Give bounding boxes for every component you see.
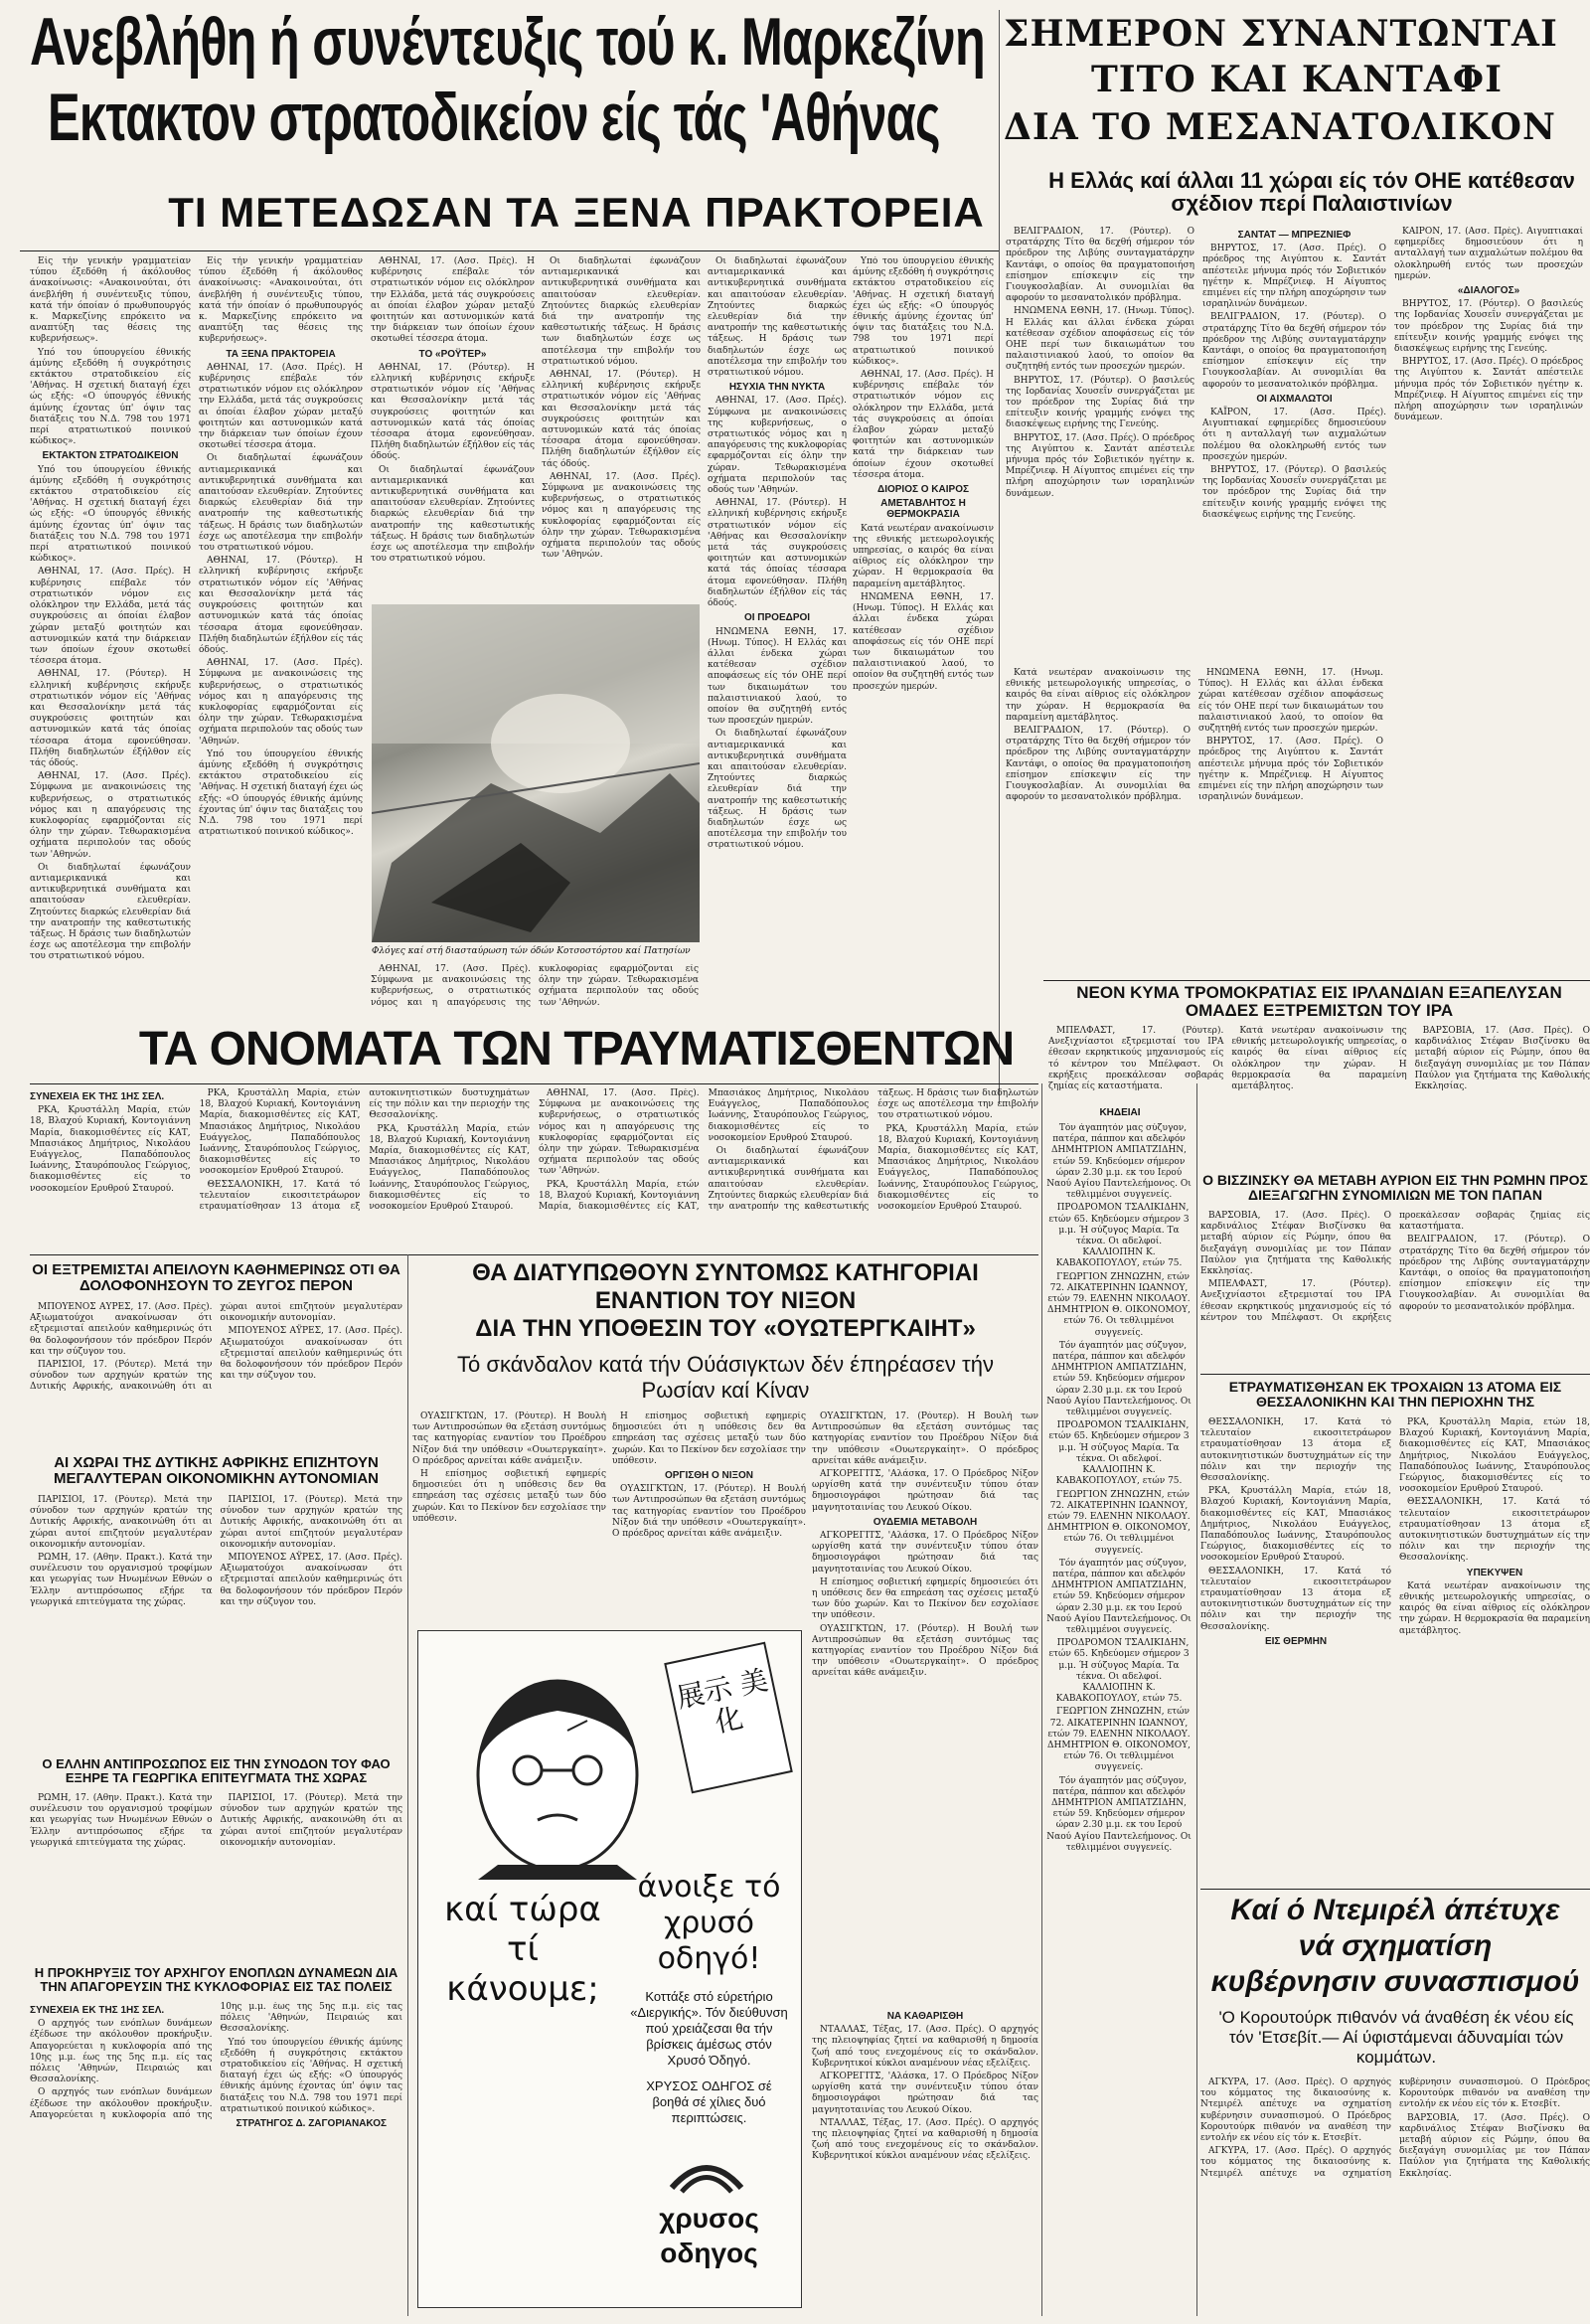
court-paragraph-5: Οι διαδηλωταί έφωνάζουν αντιαμερικανικά και αντικυβερνητικά συνθήματα και απαιτούσαν ελευθερίαν. Ζητούντες διαρκώς ελευθερίαν διά την ανατροπήν της καθεστωτικής τάξεως. Η δράσις των διαδηλωτών έσχε ως αποτέλεσμα την επιβολήν του στρατιωτικού νόμου. <box>30 862 191 962</box>
weather-story-3: ΗΝΩΜΕΝΑ ΕΘΝΗ, 17. (Ηνωμ. Τύπος). Η Ελλάς και άλλαι ένδεκα χώραι κατέθεσαν σχέδιον αποφάσεως είς τόν ΟΗΕ περί των δικαιωμάτων του παλαιστινιακού λαού, το οποίον θα συζητηθή εντός των προσεχών ημερών. <box>1198 668 1383 735</box>
press-paragraph-2: ΑΘΗΝΑΙ, 17. (Ασσ. Πρές). Η κυβέρνησις επέβαλε τόν στρατιωτικόν νόμον εις ολόκληρον την Ελλάδα, μετά τάς συγκρούσεις αι όποίαι έλαβον χώραν μεταξύ φοιτητών και αστυνομικών κατά την διάρκειαν των όποίων έχουν σκοτωθεί τέσσερα άτομα. <box>199 362 363 451</box>
funeral-notice-8: ΠΡΟΔΡΟΜΟΝ ΤΣΑΛΙΚΙΔΗΝ, ετών 65. Κηδεύομεν σήμερον 3 μ.μ. Ή σύζυγος Μαρία. Τα τέκνα. Οι αδελφοί. ΚΑΛΛΙΟΠΗΝ Κ. ΚΑΒΑΚΟΠΟΥΛΟΥ, ετών 75. <box>1048 1638 1190 1705</box>
nixon-paragraph-4: ΟΥΑΣΙΓΚΤΩΝ, 17. (Ρόυτερ). Η Βουλή των Αντιπροσώπων θα εξετάση συντόμως τας κατηγορίας εναντίον του Προέδρου Νίξον διά την υπόθεσιν «Ουωτεργκαίητ». Ο πρόεδρος αρνείται κάθε ανάμειξιν. <box>612 1484 806 1540</box>
accidents-column <box>1200 1417 1590 1885</box>
ad-logo-line-2: οδηγος <box>660 2238 758 2268</box>
extremists-paragraph-2: ΠΑΡΙΣΙΟΙ, 17. (Ρόυτερ). Μετά την σύνοδον των αρχηγών κρατών της Δυτικής Αφρικής, ανακοινώθη ότι αι χώραι αυτοί επιζητούν μεγαλυτέραν οικονομικήν αυτονομίαν. <box>30 1302 402 1393</box>
golden-guide-logo-icon <box>667 2148 746 2198</box>
demirel-headline-2: νά σχηματίση <box>1298 1929 1493 1962</box>
tito-paragraph: ΒΕΛΙΓΡΑΔΙΟΝ, 17. (Ρόυτερ). Ο στρατάρχης Τίτο θα δεχθή σήμερον τόν πρόεδρον της Λιβύης συνταγματάρχην Καντάφι, ο οποίος θα πραγματοποιήση επίσημον επίσκεψιν είς την Γιουγκοσλαβίαν. Αι συνομιλίαι θα αφορούν το μεσανατολικόν πρόβλημα. <box>1006 227 1194 304</box>
lead-column-3 <box>371 256 535 599</box>
traffic-paragraph-2: Ο αρχηγός των ενόπλων δυνάμεων έξέδωσε την ακόλουθον προκήρυξιν. Απαγορεύεται η κυκλοφορία από της 10ης μ.μ. έως της 5ης π.μ. είς τας πόλεις 'Αθηνών, Πειραιώς και Θεσσαλονίκης. <box>30 2002 402 2120</box>
reuter-lead: ΑΘΗΝΑΙ, 17. (Ασσ. Πρές). Η κυβέρνησις επέβαλε τόν στρατιωτικόν νόμον εις ολόκληρον την Ελλάδα, μετά τάς συγκρούσεις αι όποίαι έλαβον χώραν μεταξύ φοιτητών και αστυνομικών κατά την διάρκειαν των όποίων έχουν σκοτωθεί τέσσερα άτομα. <box>371 256 535 345</box>
africa-paragraph-3: ΠΑΡΙΣΙΟΙ, 17. (Ρόυτερ). Μετά την σύνοδον των αρχηγών κρατών της Δυτικής Αφρικής, ανακοινώθη ότι αι χώραι αυτοί επιζητούν μεγαλυτέραν οικονομικήν αυτονομίαν. <box>220 1495 402 1550</box>
ad-answer-3: οδηγό! <box>657 1941 761 1976</box>
fao-paragraph-2: ΠΑΡΙΣΙΟΙ, 17. (Ρόυτερ). Μετά την σύνοδον των αρχηγών κρατών της Δυτικής Αφρικής, ανακοινώθη ότι αι χώραι αυτοί επιζητούν μεγαλυτέραν οικονομικήν αυτονομίαν. <box>220 1793 402 1848</box>
dialogue-lead: ΚΑΪΡΟΝ, 17. (Ασσ. Πρές). Αιγυπτιακαί εφημερίδες δημοσιεύουν ότι η ανταλλαγή των αιχμαλώτων πολέμου θα ολοκληρωθή εντός των προσεχών ημερών. <box>1394 227 1583 281</box>
ad-sign-glyphs: 展示 美化 <box>673 1663 771 1740</box>
court-paragraph-2: ΑΘΗΝΑΙ, 17. (Ασσ. Πρές). Η κυβέρνησις επέβαλε τόν στρατιωτικόν νόμον εις ολόκληρον την Ελλάδα, μετά τάς συγκρούσεις αι όποίαι έλαβον χώραν μεταξύ φοιτητών και αστυνομικών κατά την διάρκειαν των όποίων έχουν σκοτωθεί τέσσερα άτομα. <box>30 567 191 667</box>
demirel-headline-3: κυβέρνησιν συνασπισμού <box>1210 1965 1580 1998</box>
vatican-paragraph-3: ΒΕΛΙΓΡΑΔΙΟΝ, 17. (Ρόυτερ). Ο στρατάρχης Τίτο θα δεχθή σήμερον τόν πρόεδρον της Λιβύης συνταγματάρχην Καντάφι, ο οποίος θα πραγματοποιήση επίσημον επίσκεψιν είς την Γιουγκοσλαβίαν. Αι συνομιλίαι θα αφορούν το μεσανατολικόν πρόβλημα. <box>1399 1235 1590 1312</box>
fao-paragraph: ΡΩΜΗ, 17. (Αθην. Πρακτ.). Κατά την συνέλευσιν του οργανισμού τροφίμων και γεωργίας των Ηνωμένων Εθνών ο Έλλην αντιπρόσωπος εξήρε τα γεωργικά επιτεύγματα της χώρας. <box>30 1793 213 1848</box>
lower-left-divider <box>407 1254 408 2316</box>
tito-column-3 <box>1394 227 1583 664</box>
fao-column <box>30 1793 402 1962</box>
press-subhead: ΤΑ ΞΕΝΑ ΠΡΑΚΤΟΡΕΙΑ <box>226 348 336 360</box>
security-paragraph: Οι διαδηλωταί έφωνάζουν αντιαμερικανικά και αντικυβερνητικά συνθήματα και απαιτούσαν ελευθερίαν. Ζητούντες διαρκώς ελευθερίαν διά την ανατροπήν της καθεστωτικής τάξεως. Η δράσις των διαδηλωτών έσχε ως αποτέλεσμα την επιβολήν του στρατιωτικού νόμου. <box>708 256 847 379</box>
news-photo <box>372 604 700 942</box>
ad-question-1: καί τώρα <box>444 1890 601 1929</box>
press-paragraph-6: Υπό του ύπουργείου έθνικής άμύνης εξεδόθη ή συγκρότησις εκτάκτου στρατοδικείου είς 'Αθήνας. Η σχετική διαταγή έχει ώς εξής: «Ο ύπουργός έθνικής άμύνης έχοντας ύπ' όψιν τας διατάξεις του Ν.Δ. 798 του 1971 περί ατρατιωτικού ποινικού κώδικος». <box>199 748 363 838</box>
ad-logo-line-1: χρυσος <box>659 2203 759 2234</box>
press-paragraph-4: ΑΘΗΝΑΙ, 17. (Ρόυτερ). Η ελληνική κυβέρνησις εκήρυξε στρατιωτικόν νόμον είς 'Αθήνας και Θεσσαλονίκην μετά τάς συγκρούσεις φοιτητών και αστυνομικών κατά τάς όποίας τέσσαρα άτομα εφονεύθησαν. Πλήθη διαδηλωτών έξήλθον είς τάς όδούς. <box>199 556 363 655</box>
names-list: ΡΚΑ, Κρυστάλλη Μαρία, ετών 18, Βλαχού Κυριακή, Κοντογιάννη Μαρία, διακομισθέντες είς ΚΑΤ, Μπασιάκος Δημήτριος, Νικολάου Ευάγγελος, Παπαδόπουλος Ιωάννης, Σταυρόπουλος Γεώργιος, διακομισθέντες είς το νοσοκομείον Ερυθρού Σταυρού. <box>30 1105 191 1194</box>
names-list-6: ΡΚΑ, Κρυστάλλη Μαρία, ετών 18, Βλαχού Κυριακή, Κοντογιάννη Μαρία, διακομισθέντες είς ΚΑΤ, Μπασιάκος Δημήτριος, Νικολάου Ευάγγελος, Παπαδόπουλος Ιωάννης, Σταυρόπουλος Γεώργιος, διακομισθέντες είς το νοσοκομείον Ερυθρού Σταυρού. <box>538 1088 870 1213</box>
caption-story: ΑΘΗΝΑΙ, 17. (Ασσ. Πρές). Σύμφωνα με ανακοινώσεις της κυβερνήσεως, ο στρατιωτικός νόμος και η απαγόρευσις της κυκλοφορίας εφαρμόζονται είς όλην την χώραν. Τεθωρακισμένα οχήματα περιπολούν τας οδούς των 'Αθηνών. <box>371 964 699 1008</box>
names-list-7: Οι διαδηλωταί έφωνάζουν αντιαμερικανικά και αντικυβερνητικά συνθήματα και απαιτούσαν ελευθερίαν. Ζητούντες διαρκώς ελευθερίαν διά την ανατροπήν της καθεστωτικής τάξεως. Η δράσις των διαδηλωτών έσχε ως αποτέλεσμα την επιβολήν του στρατιωτικού νόμου. <box>708 1088 1038 1213</box>
prisoners-subhead: ΟΙ ΑΙΧΜΑΛΩΤΟΙ <box>1256 393 1333 405</box>
funerals-title: ΚΗΔΕΙΑΙ <box>1099 1107 1141 1118</box>
nixon-subheadline: Τό σκάνδαλον κατά τήν Ούάσιγκτων δέν έπηρέασεν τήν Ρωσίαν καί Κίναν <box>457 1352 994 1403</box>
weather-paragraph: Κατά νεωτέραν ανακοίνωσιν της εθνικής μετεωρολογικής υπηρεσίας, ο καιρός θα είναι αίθριος είς ολόκληρον την χώραν. Η θερμοκρασία θα παραμείνη αμετάβλητος. <box>853 523 994 589</box>
weather-subhead-a: ΔΙΟΡΙΟΣ Ο ΚΑΙΡΟΣ <box>877 484 969 496</box>
accidents-headline: ΕΤΡΑΥΜΑΤΙΣΘΗΣΑΝ ΕΚ ΤΡΟΧΑΙΩΝ 13 ΑΤΟΜΑ ΕΙΣ ΘΕΣΣΑΛΟΝΙΚΗΝ ΚΑΙ ΤΗΝ ΠΕΡΙΟΧΗΝ ΤΗΣ <box>1228 1379 1562 1410</box>
court-paragraph-3: ΑΘΗΝΑΙ, 17. (Ρόυτερ). Η ελληνική κυβέρνησις εκήρυξε στρατιωτικόν νόμον είς 'Αθήνας και Θεσσαλονίκην μετά τάς συγκρούσεις φοιτητών και αστυνομικών κατά τάς όποίας τέσσαρα άτομα εφονεύθησαν. Πλήθη διαδηλωτών έξήλθον είς τάς όδούς. <box>30 669 191 768</box>
nixon-order-subhead: ΟΡΓΙΣΘΗ Ο ΝΙΞΟΝ <box>664 1470 753 1482</box>
weather-story: Κατά νεωτέραν ανακοίνωσιν της εθνικής μετεωρολογικής υπηρεσίας, ο καιρός θα είναι αίθριος είς ολόκληρον την χώραν. Η θερμοκρασία θα παραμείνη αμετάβλητος. <box>1006 668 1191 723</box>
traffic-headline: Η ΠΡΟΚΗΡΥΞΙΣ ΤΟΥ ΑΡΧΗΓΟΥ ΕΝΟΠΛΩΝ ΔΥΝΑΜΕΩΝ ΔΙΑ ΤΗΝ ΑΠΑΓΟΡΕΥΣΙΝ ΤΗΣ ΚΥΚΛΟΦΟΡΙΑΣ ΕΙΣ ΤΑΣ ΠΟΛΕΙΣ <box>34 1965 398 1994</box>
presidents-paragraph-2: Οι διαδηλωταί έφωνάζουν αντιαμερικανικά και αντικυβερνητικά συνθήματα και απαιτούσαν ελευθερίαν. Ζητούντες διαρκώς ελευθερίαν διά την ανατροπήν της καθεστωτικής τάξεως. Η δράσις των διαδηλωτών έσχε ως αποτέλεσμα την επιβολήν του στρατιωτικού νόμου. <box>708 729 847 851</box>
funeral-notice-9: ΓΕΩΡΓΙΟΝ ΖΗΝΩΖΗΝ, ετών 72. ΑΙΚΑΤΕΡΙΝΗΝ ΙΩΑΝΝΟΥ, ετών 79. ΕΛΕΝΗΝ ΝΙΚΟΛΑΟΥ. ΔΗΜΗΤΡΙΟΝ Θ. ΟΙΚΟΝΟΜΟΥ, ετών 76. Οι τεθλιμμένοι συγγενείς. <box>1047 1707 1191 1773</box>
cartoon-man-illustration <box>438 1651 687 1880</box>
main-headline-3: ΤΙ ΜΕΤΕΔΩΣΑΝ ΤΑ ΞΕΝΑ ΠΡΑΚΤΟΡΕΙΑ <box>168 189 985 236</box>
nixon-headline-3: ΔΙΑ ΤΗΝ ΥΠΟΘΕΣΙΝ ΤΟΥ «ΟΥΩΤΕΡΓΚΑΙΗΤ» <box>475 1315 976 1342</box>
lead-column-5 <box>708 256 847 1012</box>
top-rule <box>20 250 999 251</box>
nixon-paragraph-5: ΟΥΑΣΙΓΚΤΩΝ, 17. (Ρόυτερ). Η Βουλή των Αντιπροσώπων θα εξετάση συντόμως τας κατηγορίας εναντίον του Προέδρου Νίξον διά την υπόθεσιν «Ουωτεργκαίητ». Ο πρόεδρος αρνείται κάθε ανάμειξιν. <box>812 1411 1038 1466</box>
fao-headline: Ο ΕΛΛΗΝ ΑΝΤΙΠΡΟΣΩΠΟΣ ΕΙΣ ΤΗΝ ΣΥΝΟΔΟΝ ΤΟΥ ΦΑΟ ΕΞΗΡΕ ΤΑ ΓΕΩΡΓΙΚΑ ΕΠΙΤΕΥΓΜΑΤΑ ΤΗΣ ΧΩΡΑΣ <box>42 1756 391 1785</box>
names-list-8: ΡΚΑ, Κρυστάλλη Μαρία, ετών 18, Βλαχού Κυριακή, Κοντογιάννη Μαρία, διακομισθέντες είς ΚΑΤ, Μπασιάκος Δημήτριος, Νικολάου Ευάγγελος, Παπαδόπουλος Ιωάννης, Σταυρόπουλος Γεώργιος, διακομισθέντες είς το νοσοκομείον Ερυθρού Σταυρού. <box>877 1123 1038 1213</box>
tito-column-1 <box>1006 227 1194 664</box>
tito-paragraph-3: ΒΗΡΥΤΟΣ, 17. (Ρόυτερ). Ο βασιλεύς της Ιορδανίας Χουσεΐν συνεργάζεται με τον πρόεδρον της Συρίας διά την επίτευξιν κοινής γραμμής ενόψει της διασκέψεως ειρήνης της Γενεύης. <box>1006 375 1194 430</box>
extremists-headline: ΟΙ ΕΞΤΡΕΜΙΣΤΑΙ ΑΠΕΙΛΟΥΝ ΚΑΘΗΜΕΡΙΝΩΣ ΟΤΙ ΘΑ ΔΟΛΟΦΟΝΗΣΟΥΝ ΤΟ ΖΕΥΓΟΣ ΠΕΡΟΝ <box>32 1261 400 1294</box>
lead-column-7 <box>371 964 699 1014</box>
weather-subhead-b: ΑΜΕΤΑΒΛΗΤΟΣ Η ΘΕΡΜΟΚΡΑΣΙΑ <box>880 498 966 521</box>
nixon-column-4 <box>812 2008 1038 2306</box>
dialogue-paragraph-2: ΒΗΡΥΤΟΣ, 17. (Ασσ. Πρές). Ο πρόεδρος της Αιγύπτου κ. Σαντάτ απέστειλε μήνυμα πρός τόν Σοβιετικόν ηγέτην κ. Μπρέζνιεφ. Η Αίγυπτος επιμένει είς την πλήρη αποχώρησιν των ισραηλινών δυνάμεων. <box>1394 357 1583 423</box>
lead-column-6 <box>853 256 994 1012</box>
sadat-subhead: ΣΑΝΤΑΤ — ΜΠΡΕΖΝΙΕΦ <box>1237 230 1352 241</box>
main-headline-2: Εκτακτον στρατοδικείον είς τάς 'Αθήνας <box>48 80 940 155</box>
purge-paragraph-2: ΑΓΚΟΡΕΓΙΤΣ, 'Αλάσκα, 17. Ο Πρόεδρος Νίξον ωργίσθη κατά την συνέντευξιν τύπου όταν δημοσιογράφοι ηρώτησαν διά τας μαγνητοταινίας του Λευκού Οίκου. <box>812 2072 1038 2115</box>
vatican-paragraph-2: ΜΠΕΛΦΑΣΤ, 17. (Ρόυτερ). Ανεξιχνίαστοι εξτρεμισταί του ΙΡΑ έθεσαν εκρηκτικούς μηχανισμούς είς τό κέντρον του Μπέλφαστ. Οι εκρήξεις προεκάλεσαν σοβαράς ζημίας είς καταστήματα. <box>1200 1211 1590 1323</box>
names-list-5: ΑΘΗΝΑΙ, 17. (Ασσ. Πρές). Σύμφωνα με ανακοινώσεις της κυβερνήσεως, ο στρατιωτικός νόμος και η απαγόρευσις της κυκλοφορίας εφαρμόζονται είς όλην την χώραν. Τεθωρακισμένα οχήματα περιπολούν τας οδούς των 'Αθηνών. <box>538 1088 700 1177</box>
names-list-3: ΘΕΣΣΑΛΟΝΙΚΗ, 17. Κατά τό τελευταίον εικοσιτετράωρον ετραυματίσθησαν 13 άτομα εξ αυτοκινητιστικών δυστυχημάτων είς την πόλιν και την περιοχήν της Θεσσαλονίκης. <box>199 1088 530 1213</box>
lower-left-rule <box>30 1254 1038 1255</box>
demonstrators-paragraph-2: ΑΘΗΝΑΙ, 17. (Ρόυτερ). Η ελληνική κυβέρνησις εκήρυξε στρατιωτικόν νόμον είς 'Αθήνας και Θεσσαλονίκην μετά τάς συγκρούσεις φοιτητών και αστυνομικών κατά τάς όποίας τέσσαρα άτομα εφονεύθησαν. Πλήθη διαδηλωτών έξήλθον είς τάς όδούς. <box>542 370 701 469</box>
africa-paragraph-2: ΡΩΜΗ, 17. (Αθην. Πρακτ.). Κατά την συνέλευσιν του οργανισμού τροφίμων και γεωργίας των Ηνωμένων Εθνών ο Έλλην αντιπρόσωπος εξήρε τα γεωργικά επιτεύγματα της χώρας. <box>30 1553 213 1607</box>
nixon-paragraph-8: Η επίσημος σοβιετική εφημερίς δημοσιεύει ότι η υπόθεσις δεν θα επηρεάση τας σχέσεις μεταξύ των δύο χωρών. Και το Πεκίνον δεν εσχολίασε την υπόθεσιν. <box>812 1577 1038 1621</box>
reuter-subhead: ΤΟ «ΡΟΫΤΕΡ» <box>418 348 487 360</box>
funeral-notice-2: ΠΡΟΔΡΟΜΟΝ ΤΣΑΛΙΚΙΔΗΝ, ετών 65. Κηδεύομεν σήμερον 3 μ.μ. Ή σύζυγος Μαρία. Τα τέκνα. Οι αδελφοί. ΚΑΛΛΙΟΠΗΝ Κ. ΚΑΒΑΚΟΠΟΥΛΟΥ, ετών 75. <box>1048 1203 1190 1269</box>
military-paragraph: Υπό του ύπουργείου έθνικής άμύνης εξεδόθη ή συγκρότησις εκτάκτου στρατοδικείου είς 'Αθήνας. Η σχετική διαταγή έχει ώς εξής: «Ο ύπουργός έθνικής άμύνης έχοντας ύπ' όψιν τας διατάξεις του Ν.Δ. 798 του 1971 περί ατρατιωτικού ποινικού κώδικος». <box>853 256 994 367</box>
africa-column <box>30 1495 402 1753</box>
lead-column-4 <box>542 256 701 599</box>
prisoners-paragraph-2: ΒΗΡΥΤΟΣ, 17. (Ρόυτερ). Ο βασιλεύς της Ιορδανίας Χουσεΐν συνεργάζεται με τον πρόεδρον της Συρίας διά την επίτευξιν κοινής γραμμής ενόψει της διασκέψεως ειρήνης της Γενεύης. <box>1202 465 1386 520</box>
correction-paragraph: Κατά νεωτέραν ανακοίνωσιν της εθνικής μετεωρολογικής υπηρεσίας, ο καιρός θα είναι αίθριος είς ολόκληρον την χώραν. Η θερμοκρασία θα παραμείνη αμετάβλητος. <box>1399 1580 1590 1636</box>
funeral-notice-1: Τόν άγαπητόν μας σύζυγον, πατέρα, πάππον και αδελφόν ΔΗΜΗΤΡΙΟΝ ΑΜΠΑΤΖΙΔΗΝ, ετών 59. Κηδεύομεν σήμερον ώραν 2.30 μ.μ. εκ του Ιερού Ναού Αγίου Παντελεήμονος. Οι τεθλιμμένοι συγγενείς. <box>1046 1123 1192 1201</box>
nixon-headline-2: ΕΝΑΝΤΙΟΝ ΤΟΥ ΝΙΞΟΝ <box>594 1287 857 1314</box>
presidents-subhead: ΟΙ ΠΡΟΕΔΡΟΙ <box>743 612 811 624</box>
accidents-rule <box>1200 1374 1590 1375</box>
weather-story-2: ΒΕΛΙΓΡΑΔΙΟΝ, 17. (Ρόυτερ). Ο στρατάρχης Τίτο θα δεχθή σήμερον τόν πρόεδρον της Λιβύης συνταγματάρχην Καντάφι, ο οποίος θα πραγματοποιήση επίσημον επίσκεψιν είς την Γιουγκοσλαβίαν. Αι συνομιλίαι θα αφορούν το μεσανατολικόν πρόβλημα. <box>1006 726 1191 803</box>
traffic-column <box>30 2002 402 2305</box>
golden-guide-ad <box>417 1630 802 2308</box>
reuter-paragraph: ΑΘΗΝΑΙ, 17. (Ρόυτερ). Η ελληνική κυβέρνησις εκήρυξε στρατιωτικόν νόμον είς 'Αθήνας και Θεσσαλονίκην μετά τάς συγκρούσεις φοιτητών και αστυνομικών κατά τάς όποίας τέσσαρα άτομα εφονεύθησαν. Πλήθη διαδηλωτών έξήλθον είς τάς όδούς. <box>371 362 535 462</box>
names-list-2: ΡΚΑ, Κρυστάλλη Μαρία, ετών 18, Βλαχού Κυριακή, Κοντογιάννη Μαρία, διακομισθέντες είς ΚΑΤ, Μπασιάκος Δημήτριος, Νικολάου Ευάγγελος, Παπαδόπουλος Ιωάννης, Σταυρόπουλος Γεώργιος, διακομισθέντες είς το νοσοκομείον Ερυθρού Σταυρού. <box>199 1088 361 1177</box>
purge-paragraph-3: ΝΤΑΛΛΑΣ, Τέξας, 17. (Ασσ. Πρές). Ο αρχηγός της πλειοψηφίας ζητεί να καθαρισθή η δημοσία ζωή από τους ενεχομένους είς το σκάνδαλον. Κυβερνητικοί κύκλοι αναμένουν νέας εξελίξεις. <box>812 2117 1038 2162</box>
lead-column-2 <box>199 256 363 1012</box>
africa-paragraph-4: ΜΠΟΥΕΝΟΣ ΑΫΡΕΣ, 17. (Ασσ. Πρές). Αξιωματούχοι ανακοίνωσαν ότι εξτρεμισταί απειλούν καθημερινώς ότι θα δολοφονήσουν τόν πρόεδρον Περόν και την σύζυγον του. <box>220 1553 402 1607</box>
vatican-headline: Ο ΒΙΣΖΙΝΣΚΥ ΘΑ ΜΕΤΑΒΗ ΑΥΡΙΟΝ ΕΙΣ ΤΗΝ ΡΩΜΗΝ ΠΡΟΣ ΔΙΕΞΑΓΩΓΗΝ ΣΥΝΟΜΙΛΙΩΝ ΜΕ ΤΟΝ ΠΑΠΑΝ <box>1202 1172 1588 1203</box>
funeral-notice-5: ΠΡΟΔΡΟΜΟΝ ΤΣΑΛΙΚΙΔΗΝ, ετών 65. Κηδεύομεν σήμερον 3 μ.μ. Ή σύζυγος Μαρία. Τα τέκνα. Οι αδελφοί. ΚΑΛΛΙΟΠΗΝ Κ. ΚΑΒΑΚΟΠΟΥΛΟΥ, ετών 75. <box>1048 1420 1190 1487</box>
tito-headline-3: ΔΙΑ ΤΟ ΜΕΣΑΝΑΤΟΛΙΚΟΝ <box>1004 106 1556 148</box>
names-continued: ΣΥΝΕΧΕΙΑ ΕΚ ΤΗΣ 1ΗΣ ΣΕΛ. <box>30 1091 165 1102</box>
traffic-continued: ΣΥΝΕΧΕΙΑ ΕΚ ΤΗΣ 1ΗΣ ΣΕΛ. <box>30 2005 165 2016</box>
names-headline: ΤΑ ΟΝΟΜΑΤΑ ΤΩΝ ΤΡΑΥΜΑΤΙΣΘΕΝΤΩΝ <box>138 1023 1015 1076</box>
demonstrators-paragraph-3: ΑΘΗΝΑΙ, 17. (Ασσ. Πρές). Σύμφωνα με ανακοινώσεις της κυβερνήσεως, ο στρατιωτικός νόμος και η απαγόρευσις της κυκλοφορίας εφαρμόζονται είς όλην την χώραν. Τεθωρακισμένα οχήματα περιπολούν τας οδούς των 'Αθηνών. <box>542 471 701 561</box>
accidents-paragraph: ΘΕΣΣΑΛΟΝΙΚΗ, 17. Κατά τό τελευταίον εικοσιτετράωρον ετραυματίσθησαν 13 άτομα εξ αυτοκινητιστικών δυστυχημάτων είς την πόλιν και την περιοχήν της Θεσσαλονίκης. <box>1200 1417 1391 1484</box>
demirel-subheadline: 'Ο Κορουτούρκ πιθανόν νά άναθέση έκ νέου είς τόν 'Ετσεβίτ.— Αί ύφιστάμεναι άδυναμίαι τών κομμάτων. <box>1218 2008 1574 2067</box>
demirel-rule <box>1200 1889 1590 1890</box>
names-rule <box>30 1083 1038 1084</box>
tito-paragraph-2: ΗΝΩΜΕΝΑ ΕΘΝΗ, 17. (Ηνωμ. Τύπος). Η Ελλάς και άλλαι ένδεκα χώραι κατέθεσαν σχέδιον αποφάσεως είς τόν ΟΗΕ περί των δικαιωμάτων του παλαιστινιακού λαού, το οποίον θα συζητηθή εντός των προσεχών ημερών. <box>1006 306 1194 373</box>
sadat-paragraph: ΒΗΡΥΤΟΣ, 17. (Ασσ. Πρές). Ο πρόεδρος της Αιγύπτου κ. Σαντάτ απέστειλε μήνυμα πρός τόν Σοβιετικόν ηγέτην κ. Μπρέζνιεφ. Η Αίγυπτος επιμένει είς την πλήρη αποχώρησιν των ισραηλινών δυνάμεων. <box>1202 244 1386 310</box>
reuter-paragraph-2: Οι διαδηλωταί έφωνάζουν αντιαμερικανικά και αντικυβερνητικά συνθήματα και απαιτούσαν ελευθερίαν. Ζητούντες διαρκώς ελευθερίαν διά την ανατροπήν της καθεστωτικής τάξεως. Η δράσις των διαδηλωτών έσχε ως αποτέλεσμα την επιβολήν του στρατιωτικού νόμου. <box>371 464 535 565</box>
tito-column-2 <box>1202 227 1386 664</box>
lead-paragraph: Είς τήν γενικήν γραμματείαν τύπου έξεδόθη ή άκόλουθος άνακοίνωσις: «Ανακοινούται, ότι άνεβλήθη ή συνέντευξις τύπου, κατά τήν όποίαν ό πρωθυπουργός κ. Μαρκεζίνης επρόκειτο να αναπτύξη τας θέσεις της κυβερνήσεως». <box>30 256 191 345</box>
tito-subheadline: Η Ελλάς καί άλλαι 11 χώραι είς τόν ΟΗΕ κατέθεσαν σχέδιον περί Παλαιστινίων <box>1048 168 1575 217</box>
court-paragraph: Υπό του ύπουργείου έθνικής άμύνης εξεδόθη ή συγκρότησις εκτάκτου στρατοδικείου είς 'Αθήνας. Η σχετική διαταγή έχει ώς εξής: «Ο ύπουργός έθνικής άμύνης έχοντας ύπ' όψιν τας διατάξεις του Ν.Δ. 798 του 1971 περί ατρατιωτικού ποινικού κώδικος». <box>30 464 191 565</box>
demonstrators-paragraph: Οι διαδηλωταί έφωνάζουν αντιαμερικανικά και αντικυβερνητικά συνθήματα και απαιτούσαν ελευθερίαν. Ζητούντες διαρκώς ελευθερίαν διά την ανατροπήν της καθεστωτικής τάξεως. Η δράσις των διαδηλωτών έσχε ως αποτέλεσμα την επιβολήν του στρατιωτικού νόμου. <box>542 256 701 367</box>
no-change-subhead: ΟΥΔΕΜΙΑ ΜΕΤΑΒΟΛΗ <box>873 1516 978 1528</box>
prisoners-paragraph: ΚΑΪΡΟΝ, 17. (Ασσ. Πρές). Αιγυπτιακαί εφημερίδες δημοσιεύουν ότι η ανταλλαγή των αιχμαλώτων πολέμου θα ολοκληρωθή εντός των προσεχών ημερών. <box>1202 408 1386 462</box>
nixon-paragraph-6: ΑΓΚΟΡΕΓΙΤΣ, 'Αλάσκα, 17. Ο Πρόεδρος Νίξον ωργίσθη κατά την συνέντευξιν τύπου όταν δημοσιογράφοι ηρώτησαν διά τας μαγνητοταινίας του Λευκού Οίκου. <box>812 1469 1038 1513</box>
court-subhead: ΕΚΤΑΚΤΟΝ ΣΤΡΑΤΟΔΙΚΕΙΟΝ <box>42 450 179 462</box>
vatican-paragraph: ΒΑΡΣΟΒΙΑ, 17. (Ασσ. Πρές). Ο καρδινάλιος Στέφαν Βισζίνσκυ θα μεταβή αύριον είς Ρώμην, όπου θα διεξαγάγη συνομιλίας με τον Πάπαν Παύλον για ζητήματα της Καθολικής Εκκλησίας. <box>1200 1211 1391 1277</box>
nixon-column-2 <box>612 1411 806 1620</box>
extremists-column <box>30 1302 402 1451</box>
column-divider <box>999 10 1000 1103</box>
weather-column <box>1006 668 1383 1011</box>
lead-paragraph-2: Υπό του ύπουργείου έθνικής άμύνης εξεδόθη ή συγκρότησις εκτάκτου στρατοδικείου είς 'Αθήνας. Η σχετική διαταγή έχει ώς εξής: «Ο ύπουργός έθνικής άμύνης έχοντας ύπ' όψιν τας διατάξεις του Ν.Δ. 798 του 1971 περί ατρατιωτικού ποινικού κώδικος». <box>30 347 191 447</box>
tito-paragraph-4: ΒΗΡΥΤΟΣ, 17. (Ασσ. Πρές). Ο πρόεδρος της Αιγύπτου κ. Σαντάτ απέστειλε μήνυμα πρός τόν Σοβιετικόν ηγέτην κ. Μπρέζνιεφ. Η Αίγυπτος επιμένει είς την πλήρη αποχώρησιν των ισραηλινών δυνάμεων. <box>1006 432 1194 499</box>
extremists-paragraph-3: ΜΠΟΥΕΝΟΣ ΑΫΡΕΣ, 17. (Ασσ. Πρές). Αξιωματούχοι ανακοίνωσαν ότι εξτρεμισταί απειλούν καθημερινώς ότι θα δολοφονήσουν τόν πρόεδρον Περόν και την σύζυγον του. <box>220 1326 402 1382</box>
vatican-column <box>1200 1211 1590 1370</box>
demirel-paragraph: ΑΓΚΥΡΑ, 17. (Ασσ. Πρές). Ο αρχηγός του κόμματος της δικαιοσύνης κ. Ντεμιρέλ απέτυχε να σχηματίση κυβέρνησιν συνασπισμού. Ο Πρόεδρος Κορουτούρκ πιθανόν να αναθέση την εντολήν εκ νέου είς τόν κ. Ετσεβίτ. <box>1200 2077 1391 2144</box>
nixon-column-1 <box>412 1411 606 1620</box>
press-paragraph-5: ΑΘΗΝΑΙ, 17. (Ασσ. Πρές). Σύμφωνα με ανακοινώσεις της κυβερνήσεως, ο στρατιωτικός νόμος και η απαγόρευσις της κυκλοφορίας εφαρμόζονται είς όλην την χώραν. Τεθωρακισμένα οχήματα περιπολούν τας οδούς των 'Αθηνών. <box>199 658 363 747</box>
accidents-paragraph-3: ΘΕΣΣΑΛΟΝΙΚΗ, 17. Κατά τό τελευταίον εικοσιτετράωρον ετραυματίσθησαν 13 άτομα εξ αυτοκινητιστικών δυστυχημάτων είς την πόλιν και την περιοχήν της Θεσσαλονίκης. <box>1200 1566 1391 1632</box>
ireland-headline: ΝΕΟΝ ΚΥΜΑ ΤΡΟΜΟΚΡΑΤΙΑΣ ΕΙΣ ΙΡΛΑΝΔΙΑΝ ΕΞΑΠΕΛΥΣΑΝ ΟΜΑΔΕΣ ΕΞΤΡΕΜΙΣΤΩΝ ΤΟΥ ΙΡΑ <box>1076 983 1562 1020</box>
correction-subhead: ΥΠΕΚΥΨΕΝ <box>1466 1567 1523 1578</box>
nixon-paragraph-7: ΑΓΚΟΡΕΓΙΤΣ, 'Αλάσκα, 17. Ο Πρόεδρος Νίξον ωργίσθη κατά την συνέντευξιν τύπου όταν δημοσιογράφοι ηρώτησαν διά τας μαγνητοταινίας του Λευκού Οίκου. <box>812 1531 1038 1575</box>
photo-scene <box>372 604 700 942</box>
tito-headline-1: ΣΗΜΕΡΟΝ ΣΥΝΑΝΤΩΝΤΑΙ <box>1004 13 1558 55</box>
purge-paragraph: ΝΤΑΛΛΑΣ, Τέξας, 17. (Ασσ. Πρές). Ο αρχηγός της πλειοψηφίας ζητεί να καθαρισθή η δημοσία ζωή από τους ενεχομένους είς το σκάνδαλον. Κυβερνητικοί κύκλοι αναμένουν νέας εξελίξεις. <box>812 2025 1038 2069</box>
purge-subhead: ΝΑ ΚΑΘΑΡΙΣΘΗ <box>886 2011 964 2022</box>
tito-headline-2: ΤΙΤΟ ΚΑΙ ΚΑΝΤΑΦΙ <box>1091 59 1503 100</box>
names-columns <box>30 1088 1038 1252</box>
funeral-notice-10: Τόν άγαπητόν μας σύζυγον, πατέρα, πάππον και αδελφόν ΔΗΜΗΤΡΙΟΝ ΑΜΠΑΤΖΙΔΗΝ, ετών 59. Κηδεύομεν σήμερον ώραν 2.30 μ.μ. εκ του Ιερού Ναού Αγίου Παντελεήμονος. Οι τεθλιμμένοι συγγενείς. <box>1046 1775 1192 1853</box>
sadat-paragraph-2: ΒΕΛΙΓΡΑΔΙΟΝ, 17. (Ρόυτερ). Ο στρατάρχης Τίτο θα δεχθή σήμερον τόν πρόεδρον της Λιβύης συνταγματάρχην Καντάφι, ο οποίος θα πραγματοποιήση επίσημον επίσκεψιν είς την Γιουγκοσλαβίαν. Αι συνομιλίαι θα αφορούν το μεσανατολικόν πρόβλημα. <box>1202 312 1386 390</box>
ad-question-2: τί κάνουμε; <box>446 1929 599 2009</box>
nixon-paragraph-2: Η επίσημος σοβιετική εφημερίς δημοσιεύει ότι η υπόθεσις δεν θα επηρεάση τας σχέσεις μεταξύ των δύο χωρών. Και το Πεκίνον δεν εσχολίασε την υπόθεσιν. <box>412 1469 606 1524</box>
main-headline-1: Ανεβλήθη ή συνέντευξις τού κ. Μαρκεζίνη <box>30 4 985 80</box>
ad-answer-2: χρυσό <box>663 1906 755 1940</box>
ireland-paragraph: ΜΠΕΛΦΑΣΤ, 17. (Ρόυτερ). Ανεξιχνίαστοι εξτρεμισταί του ΙΡΑ έθεσαν εκρηκτικούς μηχανισμούς είς τό κέντρον του Μπέλφαστ. Οι εκρήξεις προεκάλεσαν σοβαράς ζημίας είς καταστήματα. <box>1048 1026 1224 1092</box>
ad-body: Κοττάξε στό εύρετήριο «Διεργικής». Τόν διεύθυνση πού χρειάζεσαι θα τήν βρίσκεις άμέσως στόν Χρυσό Όδηγό. <box>630 1989 788 2068</box>
demirel-paragraph-2: ΑΓΚΥΡΑ, 17. (Ασσ. Πρές). Ο αρχηγός του κόμματος της δικαιοσύνης κ. Ντεμιρέλ απέτυχε να σχηματίση κυβέρνησιν συνασπισμού. Ο Πρόεδρος Κορουτούρκ πιθανόν να αναθέση την εντολήν εκ νέου είς τόν κ. Ετσεβίτ. <box>1200 2077 1590 2179</box>
photo-caption: Φλόγες καί στή διασταύρωση τών όδών Κοτσοστόρτου καί Πατησίων <box>372 946 691 956</box>
nixon-paragraph-3: Η επίσημος σοβιετική εφημερίς δημοσιεύει ότι η υπόθεσις δεν θα επηρεάση τας σχέσεις μεταξύ των δύο χωρών. Και το Πεκίνον δεν εσχολίασε την υπόθεσιν. <box>612 1411 806 1466</box>
thermi-subhead: ΕΙΣ ΘΕΡΜΗΝ <box>1264 1635 1328 1647</box>
night-subhead: ΗΣΥΧΙΑ ΤΗΝ ΝΥΚΤΑ <box>728 382 826 394</box>
ad-body-2: ΧΡΥΣΟΣ ΟΔΗΓΟΣ σέ βοηθά σέ χίλιες δυό περιπτώσεις. <box>646 2078 772 2125</box>
traffic-paragraph: Ο αρχηγός των ενόπλων δυνάμεων έξέδωσε την ακόλουθον προκήρυξιν. Απαγορεύεται η κυκλοφορία από της 10ης μ.μ. έως της 5ης π.μ. είς τας πόλεις 'Αθηνών, Πειραιώς και Θεσσαλονίκης. <box>30 2019 213 2085</box>
weather-story-4: ΒΗΡΥΤΟΣ, 17. (Ασσ. Πρές). Ο πρόεδρος της Αιγύπτου κ. Σαντάτ απέστειλε μήνυμα πρός τόν Σοβιετικόν ηγέτην κ. Μπρέζνιεφ. Η Αίγυπτος επιμένει είς την πλήρη αποχώρησιν των ισραηλινών δυνάμεων. <box>1198 737 1383 803</box>
court-paragraph-4: ΑΘΗΝΑΙ, 17. (Ασσ. Πρές). Σύμφωνα με ανακοινώσεις της κυβερνήσεως, ο στρατιωτικός νόμος και η απαγόρευσις της κυκλοφορίας εφαρμόζονται είς όλην την χώραν. Τεθωρακισμένα οχήματα περιπολούν τας οδούς των 'Αθηνών. <box>30 771 191 860</box>
demirel-paragraph-3: ΒΑΡΣΟΒΙΑ, 17. (Ασσ. Πρές). Ο καρδινάλιος Στέφαν Βισζίνσκυ θα μεταβή αύριον είς Ρώμην, όπου θα διεξαγάγη συνομιλίας με τον Πάπαν Παύλον για ζητήματα της Καθολικής Εκκλησίας. <box>1399 2112 1590 2179</box>
names-list-4: ΡΚΑ, Κρυστάλλη Μαρία, ετών 18, Βλαχού Κυριακή, Κοντογιάννη Μαρία, διακομισθέντες είς ΚΑΤ, Μπασιάκος Δημήτριος, Νικολάου Ευάγγελος, Παπαδόπουλος Ιωάννης, Σταυρόπουλος Γεώργιος, διακομισθέντες είς το νοσοκομείον Ερυθρού Σταυρού. <box>369 1123 530 1213</box>
africa-headline: ΑΙ ΧΩΡΑΙ ΤΗΣ ΔΥΤΙΚΗΣ ΑΦΡΙΚΗΣ ΕΠΙΖΗΤΟΥΝ ΜΕΓΑΛΥΤΕΡΑΝ ΟΙΚΟΝΟΜΙΚΗΝ ΑΥΤΟΝΟΜΙΑΝ <box>53 1454 380 1487</box>
funeral-notice-4: Τόν άγαπητόν μας σύζυγον, πατέρα, πάππον και αδελφόν ΔΗΜΗΤΡΙΟΝ ΑΜΠΑΤΖΙΔΗΝ, ετών 59. Κηδεύομεν σήμερον ώραν 2.30 μ.μ. εκ του Ιερού Ναού Αγίου Παντελεήμονος. Οι τεθλιμμένοι συγγενείς. <box>1046 1340 1192 1418</box>
ireland-paragraph-3: ΒΑΡΣΟΒΙΑ, 17. (Ασσ. Πρές). Ο καρδινάλιος Στέφαν Βισζίνσκυ θα μεταβή αύριον είς Ρώμην, όπου θα διεξαγάγη συνομιλίας με τον Πάπαν Παύλον για ζητήματα της Καθολικής Εκκλησίας. <box>1414 1026 1590 1092</box>
lead-column-1 <box>30 256 191 1012</box>
press-paragraph: Είς τήν γενικήν γραμματείαν τύπου έξεδόθη ή άκόλουθος άνακοίνωσις: «Ανακοινούται, ότι άνεβλήθη ή συνέντευξις τύπου, κατά τήν όποίαν ό πρωθυπουργός κ. Μαρκεζίνης επρόκειτο να αναπτύξη τας θέσεις της κυβερνήσεως». <box>199 256 363 345</box>
ad-answer-1: άνοιξε τό <box>637 1870 781 1905</box>
funeral-notice-6: ΓΕΩΡΓΙΟΝ ΖΗΝΩΖΗΝ, ετών 72. ΑΙΚΑΤΕΡΙΝΗΝ ΙΩΑΝΝΟΥ, ετών 79. ΕΛΕΝΗΝ ΝΙΚΟΛΑΟΥ. ΔΗΜΗΤΡΙΟΝ Θ. ΟΙΚΟΝΟΜΟΥ, ετών 76. Οι τεθλιμμένοι συγγενείς. <box>1047 1489 1191 1556</box>
africa-paragraph: ΠΑΡΙΣΙΟΙ, 17. (Ρόυτερ). Μετά την σύνοδον των αρχηγών κρατών της Δυτικής Αφρικής, ανακοινώθη ότι αι χώραι αυτοί επιζητούν μεγαλυτέραν οικονομικήν αυτονομίαν. <box>30 1495 213 1550</box>
ireland-rule <box>1043 980 1590 981</box>
demirel-column <box>1200 2077 1590 2316</box>
extremists-paragraph: ΜΠΟΥΕΝΟΣ ΑΫΡΕΣ, 17. (Ασσ. Πρές). Αξιωματούχοι ανακοίνωσαν ότι εξτρεμισταί απειλούν καθημερινώς ότι θα δολοφονήσουν τόν πρόεδρον Περόν και την σύζυγον του. <box>30 1302 213 1357</box>
night-paragraph: ΑΘΗΝΑΙ, 17. (Ασσ. Πρές). Σύμφωνα με ανακοινώσεις της κυβερνήσεως, ο στρατιωτικός νόμος και η απαγόρευσις της κυκλοφορίας εφαρμόζονται είς όλην την χώραν. Τεθωρακισμένα οχήματα περιπολούν τας οδούς των 'Αθηνών. <box>708 396 847 496</box>
traffic-paragraph-3: Υπό του ύπουργείου έθνικής άμύνης εξεδόθη ή συγκρότησις εκτάκτου στρατοδικείου είς 'Αθήνας. Η σχετική διαταγή έχει ώς εξής: «Ο ύπουργός έθνικής άμύνης έχοντας ύπ' όψιν τας διατάξεις του Ν.Δ. 798 του 1971 περί ατρατιωτικού ποινικού κώδικος». <box>220 2037 402 2114</box>
nixon-paragraph: ΟΥΑΣΙΓΚΤΩΝ, 17. (Ρόυτερ). Η Βουλή των Αντιπροσώπων θα εξετάση συντόμως τας κατηγορίας εναντίον του Προέδρου Νίξον διά την υπόθεσιν «Ουωτεργκαίητ». Ο πρόεδρος αρνείται κάθε ανάμειξιν. <box>412 1411 606 1466</box>
demirel-headline-1: Καί ό Ντεμιρέλ άπέτυχε <box>1230 1894 1560 1926</box>
press-paragraph-3: Οι διαδηλωταί έφωνάζουν αντιαμερικανικά και αντικυβερνητικά συνθήματα και απαιτούσαν ελευθερίαν. Ζητούντες διαρκώς ελευθερίαν διά την ανατροπήν της καθεστωτικής τάξεως. Η δράσις των διαδηλωτών έσχε ως αποτέλεσμα την επιβολήν του στρατιωτικού νόμου. <box>199 453 363 554</box>
nixon-column-3 <box>812 1411 1038 2008</box>
nixon-paragraph-9: ΟΥΑΣΙΓΚΤΩΝ, 17. (Ρόυτερ). Η Βουλή των Αντιπροσώπων θα εξετάση συντόμως τας κατηγορίας εναντίον του Προέδρου Νίξον διά την υπόθεσιν «Ουωτεργκαίητ». Ο πρόεδρος αρνείται κάθε ανάμειξιν. <box>812 1623 1038 1679</box>
dialogue-subhead: «ΔΙΑΛΟΓΟΣ» <box>1457 285 1520 297</box>
traffic-signature: ΣΤΡΑΤΗΓΟΣ Δ. ΖΑΓΟΡΙΑΝΑΚΟΣ <box>236 2118 387 2130</box>
thermi-paragraph: ΡΚΑ, Κρυστάλλη Μαρία, ετών 18, Βλαχού Κυριακή, Κοντογιάννη Μαρία, διακομισθέντες είς ΚΑΤ, Μπασιάκος Δημήτριος, Νικολάου Ευάγγελος, Παπαδόπουλος Ιωάννης, Σταυρόπουλος Γεώργιος, διακομισθέντες είς το νοσοκομείον Ερυθρού Σταυρού. <box>1399 1417 1590 1495</box>
nixon-headline-1: ΘΑ ΔΙΑΤΥΠΩΘΟΥΝ ΣΥΝΤΟΜΩΣ ΚΑΤΗΓΟΡΙΑΙ <box>472 1259 979 1286</box>
presidents-paragraph: ΗΝΩΜΕΝΑ ΕΘΝΗ, 17. (Ηνωμ. Τύπος). Η Ελλάς και άλλαι ένδεκα χώραι κατέθεσαν σχέδιον αποφάσεως είς τόν ΟΗΕ περί των δικαιωμάτων του παλαιστινιακού λαού, το οποίον θα συζητηθή εντός των προσεχών ημερών. <box>708 626 847 727</box>
accidents-paragraph-2: ΡΚΑ, Κρυστάλλη Μαρία, ετών 18, Βλαχού Κυριακή, Κοντογιάννη Μαρία, διακομισθέντες είς ΚΑΤ, Μπασιάκος Δημήτριος, Νικολάου Ευάγγελος, Παπαδόπουλος Ιωάννης, Σταυρόπουλος Γεώργιος, διακομισθέντες είς το νοσοκομείον Ερυθρού Σταυρού. <box>1200 1486 1391 1564</box>
weather-paragraph-2: ΗΝΩΜΕΝΑ ΕΘΝΗ, 17. (Ηνωμ. Τύπος). Η Ελλάς και άλλαι ένδεκα χώραι κατέθεσαν σχέδιον αποφάσεως είς τόν ΟΗΕ περί των δικαιωμάτων του παλαιστινιακού λαού, το οποίον θα συζητηθή εντός των προσεχών ημερών. <box>853 591 994 692</box>
military-paragraph-2: ΑΘΗΝΑΙ, 17. (Ασσ. Πρές). Η κυβέρνησις επέβαλε τόν στρατιωτικόν νόμον εις ολόκληρον την Ελλάδα, μετά τάς συγκρούσεις αι όποίαι έλαβον χώραν μεταξύ φοιτητών και αστυνομικών κατά την διάρκειαν των όποίων έχουν σκοτωθεί τέσσερα άτομα. <box>853 370 994 480</box>
funerals-column <box>1045 1123 1192 2316</box>
dialogue-paragraph: ΒΗΡΥΤΟΣ, 17. (Ρόυτερ). Ο βασιλεύς της Ιορδανίας Χουσεΐν συνεργάζεται με τον πρόεδρον της Συρίας διά την επίτευξιν κοινής γραμμής ενόψει της διασκέψεως ειρήνης της Γενεύης. <box>1394 299 1583 355</box>
funeral-notice-7: Τόν άγαπητόν μας σύζυγον, πατέρα, πάππον και αδελφόν ΔΗΜΗΤΡΙΟΝ ΑΜΠΑΤΖΙΔΗΝ, ετών 59. Κηδεύομεν σήμερον ώραν 2.30 μ.μ. εκ του Ιερού Ναού Αγίου Παντελεήμονος. Οι τεθλιμμένοι συγγενείς. <box>1046 1558 1192 1635</box>
funeral-divider <box>1041 1083 1042 2316</box>
funeral-divider-right <box>1196 1083 1197 2316</box>
funeral-notice-3: ΓΕΩΡΓΙΟΝ ΖΗΝΩΖΗΝ, ετών 72. ΑΙΚΑΤΕΡΙΝΗΝ ΙΩΑΝΝΟΥ, ετών 79. ΕΛΕΝΗΝ ΝΙΚΟΛΑΟΥ. ΔΗΜΗΤΡΙΟΝ Θ. ΟΙΚΟΝΟΜΟΥ, ετών 76. Οι τεθλιμμένοι συγγενείς. <box>1047 1271 1191 1338</box>
thermi-paragraph-2: ΘΕΣΣΑΛΟΝΙΚΗ, 17. Κατά τό τελευταίον εικοσιτετράωρον ετραυματίσθησαν 13 άτομα εξ αυτοκινητιστικών δυστυχημάτων είς την πόλιν και την περιοχήν της Θεσσαλονίκης. <box>1399 1497 1590 1564</box>
ireland-paragraph-2: Κατά νεωτέραν ανακοίνωσιν της εθνικής μετεωρολογικής υπηρεσίας, ο καιρός θα είναι αίθριος είς ολόκληρον την χώραν. Η θερμοκρασία θα παραμείνη αμετάβλητος. <box>1231 1026 1407 1092</box>
night-paragraph-2: ΑΘΗΝΑΙ, 17. (Ρόυτερ). Η ελληνική κυβέρνησις εκήρυξε στρατιωτικόν νόμον είς 'Αθήνας και Θεσσαλονίκην μετά τάς συγκρούσεις φοιτητών και αστυνομικών κατά τάς όποίας τέσσαρα άτομα εφονεύθησαν. Πλήθη διαδηλωτών έξήλθον είς τάς όδούς. <box>708 498 847 609</box>
